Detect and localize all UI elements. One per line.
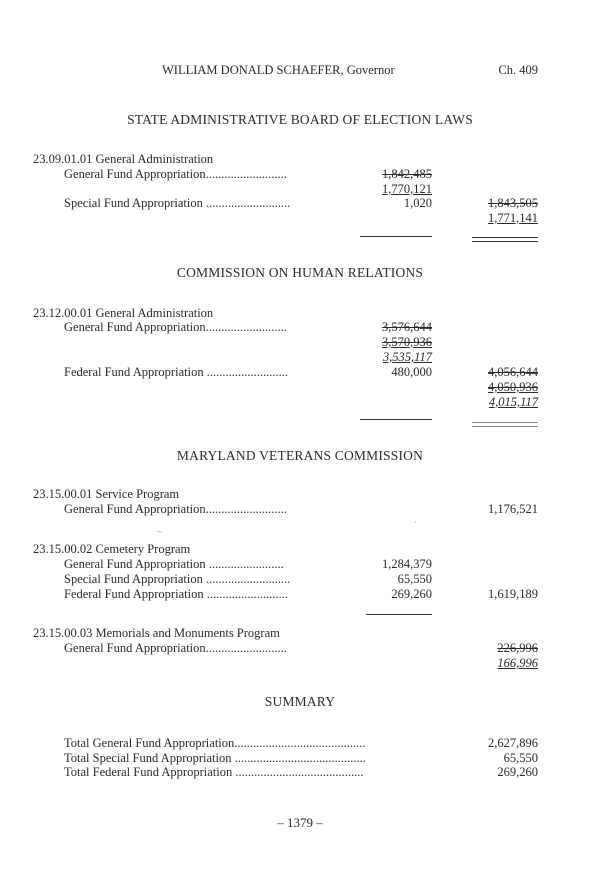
amount: 65,550 bbox=[397, 572, 432, 586]
section-title-veterans-commission: MARYLAND VETERANS COMMISSION bbox=[176, 448, 424, 463]
amount-amended: 1,770,121 bbox=[382, 182, 432, 196]
section-title-human-relations: COMMISSION ON HUMAN RELATIONS bbox=[176, 265, 424, 280]
chapter-number: Ch. 409 bbox=[498, 63, 538, 77]
running-header-title: WILLIAM DONALD SCHAEFER, Governor bbox=[162, 63, 395, 77]
fund-line-label: General Fund Appropriation.......................... bbox=[64, 502, 287, 516]
fund-line-label: Federal Fund Appropriation .......................... bbox=[64, 587, 288, 601]
amount-struck-amended: 3,570,936 bbox=[382, 335, 432, 349]
fund-line-label: General Fund Appropriation.......................... bbox=[64, 320, 287, 334]
program-heading: 23.12.00.01 General Administration bbox=[33, 306, 214, 320]
program-heading: 23.09.01.01 General Administration bbox=[33, 152, 214, 166]
amount-struck: 3,576,644 bbox=[382, 320, 432, 334]
summary-row-value: 65,550 bbox=[503, 751, 538, 765]
subtotal-rule bbox=[360, 236, 432, 237]
subtotal-rule bbox=[366, 614, 432, 615]
summary-row-value: 2,627,896 bbox=[488, 736, 538, 750]
summary-row-label: Total Federal Fund Appropriation ......................................... bbox=[64, 765, 364, 779]
program-total-struck: 226,996 bbox=[497, 641, 538, 655]
program-total-amended: 166,996 bbox=[497, 656, 538, 670]
amount-amended-final: 3,535,117 bbox=[382, 350, 432, 364]
program-heading: 23.15.00.02 Cemetery Program bbox=[33, 542, 191, 556]
program-total: 1,176,521 bbox=[488, 502, 538, 516]
summary-row-label: Total Special Fund Appropriation .......................................... bbox=[64, 751, 366, 765]
scan-speck: · bbox=[414, 517, 417, 527]
program-total-struck: 4,056,644 bbox=[488, 365, 538, 379]
amount: 1,020 bbox=[403, 196, 432, 210]
fund-line-label: General Fund Appropriation.......................... bbox=[64, 641, 287, 655]
amount: 1,284,379 bbox=[382, 557, 432, 571]
section-title-election-laws: STATE ADMINISTRATIVE BOARD OF ELECTION LAWS bbox=[127, 112, 473, 127]
summary-title: SUMMARY bbox=[264, 694, 336, 709]
program-total: 1,619,189 bbox=[488, 587, 538, 601]
summary-row-label: Total General Fund Appropriation.......................................... bbox=[64, 736, 366, 750]
fund-line-label: General Fund Appropriation.......................... bbox=[64, 167, 287, 181]
fund-line-label: Federal Fund Appropriation .......................... bbox=[64, 365, 288, 379]
program-total-struck: 1,843,505 bbox=[488, 196, 538, 210]
fund-line-label: Special Fund Appropriation ........................... bbox=[64, 572, 291, 586]
program-total-amended: 1,771,141 bbox=[488, 211, 538, 225]
summary-row-value: 269,260 bbox=[497, 765, 538, 779]
amount: 269,260 bbox=[391, 587, 432, 601]
page-number: – 1379 – bbox=[277, 815, 323, 830]
amount: 480,000 bbox=[391, 365, 432, 379]
program-heading: 23.15.00.01 Service Program bbox=[33, 487, 180, 501]
total-double-rule bbox=[472, 237, 538, 242]
program-total-struck-amended: 4,050,936 bbox=[488, 380, 538, 394]
total-double-rule bbox=[472, 422, 538, 427]
scan-speck: ~ bbox=[157, 527, 162, 537]
subtotal-rule bbox=[360, 419, 432, 420]
amount-struck: 1,842,485 bbox=[382, 167, 432, 181]
program-total-amended-final: 4,015,117 bbox=[488, 395, 538, 409]
fund-line-label: General Fund Appropriation ........................ bbox=[64, 557, 284, 571]
fund-line-label: Special Fund Appropriation ........................... bbox=[64, 196, 291, 210]
program-heading: 23.15.00.03 Memorials and Monuments Program bbox=[33, 626, 280, 640]
